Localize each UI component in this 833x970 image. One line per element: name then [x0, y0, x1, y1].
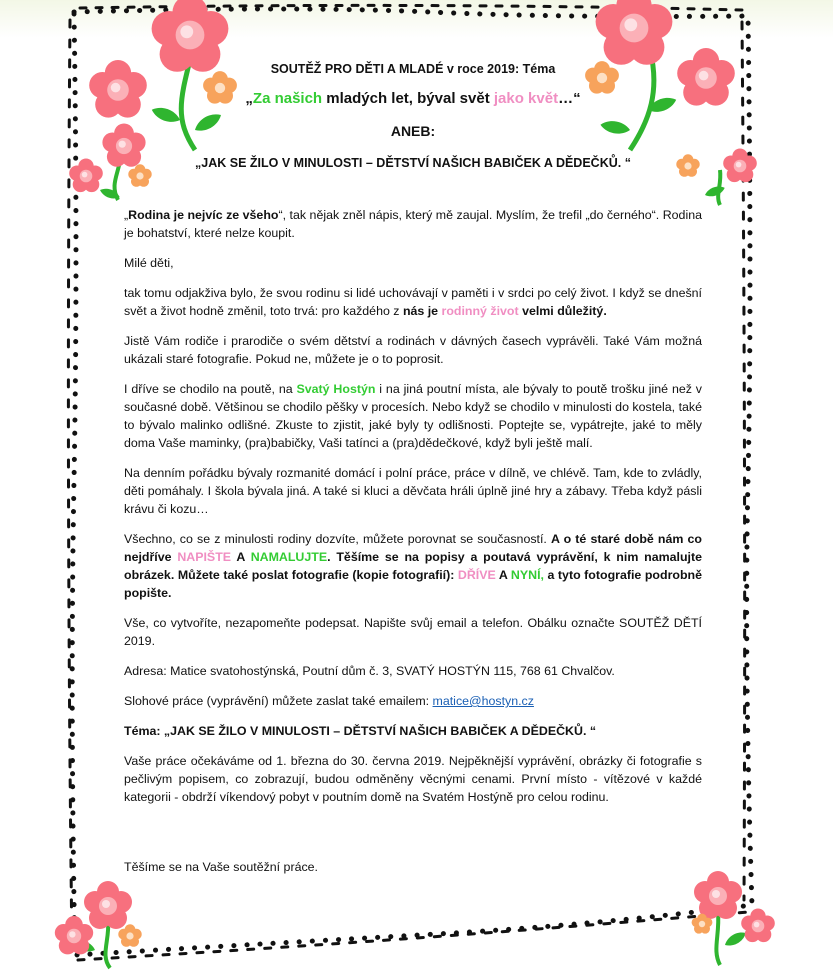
contest-heading: SOUTĚŽ PRO DĚTI A MLADÉ v roce 2019: Téma	[270, 62, 556, 76]
theme-green-text: Za našich	[252, 90, 323, 107]
paragraph-instructions: Všechno, co se z minulosti rodiny dozvíte, můžete porovnat se současností. A o té staré době nám co nejdříve NAPIŠTE A NAMALUJTE. Těšíme se na popisy a poutavá vyprávění, k nim namalujte obrázek. Můžete také poslat fotografie (kopie fotografií): DŘÍVE A NYNÍ, a tyto fotografie podrobně popište.	[124, 532, 702, 600]
aneb-heading: ANEB:	[390, 123, 436, 139]
closing: Těšíme se na Vaše soutěžní práce.	[124, 860, 318, 874]
theme-pink-text: jako květ	[493, 90, 559, 107]
email-link[interactable]: matice@hostyn.cz	[432, 694, 534, 708]
paragraph-work: Na denním pořádku bývaly rozmanité domácí i polní práce, práce v dílně, ve chlévě. Tam, kde to zvládly, děti pomáhaly. I škola bývala jiná. A také si kluci a děvčata hráli úplně jiné hry a zábavy. Třeba když pásli krávu či kozu…	[124, 466, 702, 516]
spacer	[124, 818, 702, 858]
flower-icon	[55, 881, 142, 968]
paragraph-parents: Jistě Vám rodiče i prarodiče o svém dětství a rodinách v dávných časech vyprávěli. Také Vám možná ukázali staré fotografie. Pokud ne, můžete je o to poprosit.	[124, 334, 702, 366]
paragraph-sign: Vše, co vytvoříte, nezapomeňte podepsat. Napište svůj email a telefon. Obálku označte SOUTĚŽ DĚTÍ 2019.	[124, 616, 702, 648]
paragraph-dates: Vaše práce očekáváme od 1. března do 30. června 2019. Nejpěknější vyprávění, obrázky či fotografie s pečlivým popisem, co zobrazují, budou odměněny věcnými cenami. První místo - vítězové v každé kategorii - obdrží víkendový pobyt v poutním domě na Svatém Hostýně pro celou rodinu.	[124, 754, 702, 804]
email-paragraph: Slohové práce (vyprávění) můžete zaslat také emailem: matice@hostyn.cz	[124, 694, 534, 708]
paragraph-pilgrimage: I dříve se chodilo na poutě, na Svatý Hostýn i na jiná poutní místa, ale bývaly to poutě trošku jiné než v současné době. Většinou se chodilo pěšky v procesích. Nebo když se chodilo v minulosti do kostela, také to bývalo malinko odlišné. Zkuste to zjistit, jaké byly ty odlišnosti. Poptejte se, vypátrejte, jaké to měly doma Vaše maminky, (pra)babičky, Vaši tatínci a (pra)dědečkové, když byli ještě malí.	[124, 382, 702, 450]
theme-repeat: Téma: „JAK SE ŽILO V MINULOSTI – DĚTSTVÍ NAŠICH BABIČEK A DĚDEČKŮ. “	[124, 724, 597, 738]
greeting: Milé děti,	[124, 256, 174, 270]
subtitle-heading: „JAK SE ŽILO V MINULOSTI – DĚTSTVÍ NAŠICH BABIČEK A DĚDEČKŮ. “	[195, 156, 631, 170]
address: Adresa: Matice svatohostýnská, Poutní dům č. 3, SVATÝ HOSTÝN 115, 768 61 Chvalčov.	[124, 664, 615, 678]
paragraph-family: tak tomu odjakživa bylo, že svou rodinu si lidé uchovávají v paměti i v srdci po celý život. I když se dnešní svět a život hodně změnil, toto trvá: pro každého z nás je rodinný život velmi důležitý.	[124, 286, 702, 318]
paragraph-intro: „Rodina je nejvíc ze všeho“, tak nějak zněl nápis, který mě zaujal. Myslím, že trefil „do černého“. Rodina je bohatství, které nelze koupit.	[124, 208, 702, 240]
contest-theme: „Za našich mladých let, býval svět jako květ…“	[245, 90, 581, 107]
flower-icon	[692, 871, 775, 965]
document-body	[124, 50, 702, 888]
